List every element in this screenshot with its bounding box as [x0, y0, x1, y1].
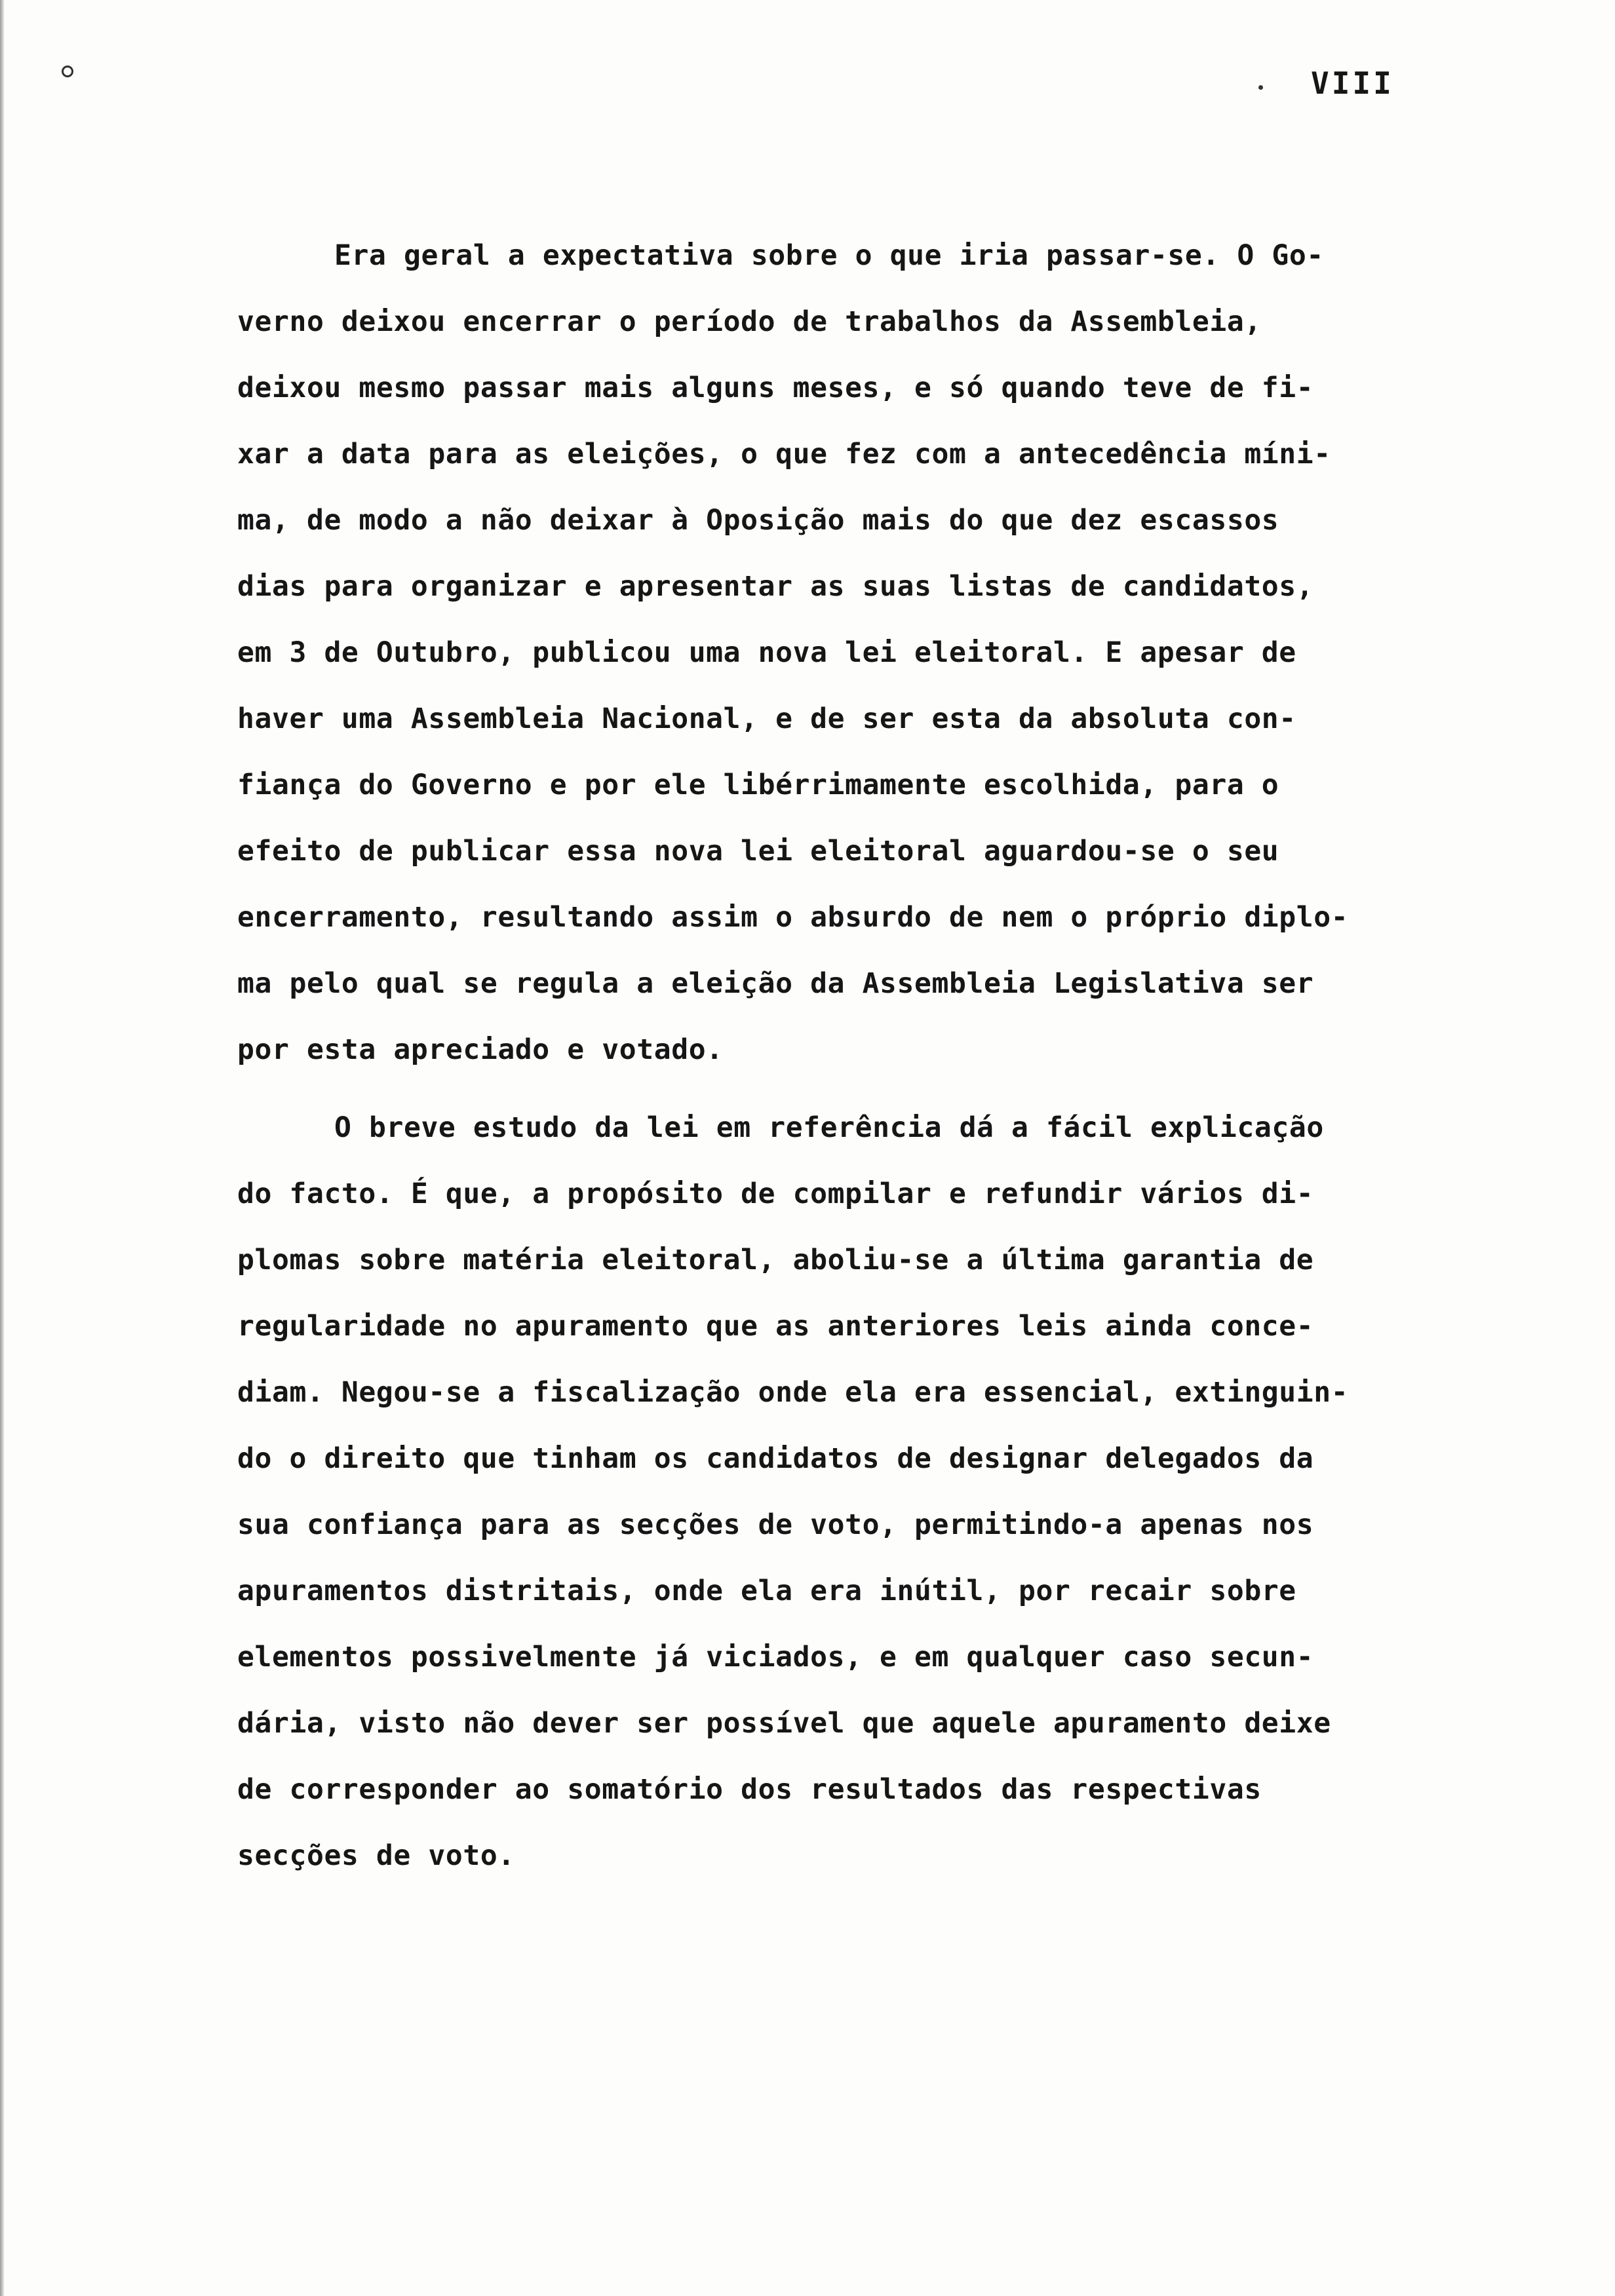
text-line: Era geral a expectativa sobre o que iria passar-se. O Go-: [334, 239, 1324, 272]
text-line: ma pelo qual se regula a eleição da Assembleia Legislativa ser: [237, 967, 1314, 1000]
text-line: dária, visto não dever ser possível que aquele apuramento deixe: [237, 1707, 1331, 1740]
body-text: [237, 223, 1522, 1889]
text-line: secções de voto.: [237, 1839, 515, 1872]
text-line: dias para organizar e apresentar as suas listas de candidatos,: [237, 570, 1314, 603]
text-line: do o direito que tinham os candidatos de designar delegados da: [237, 1442, 1314, 1475]
text-line: fiança do Governo e por ele libérrimamente escolhida, para o: [237, 769, 1279, 801]
text-line: apuramentos distritais, onde ela era inútil, por recair sobre: [237, 1575, 1296, 1607]
text-line: regularidade no apuramento que as anteriores leis ainda conce-: [237, 1310, 1314, 1343]
text-line: de corresponder ao somatório dos resultados das respectivas: [237, 1773, 1262, 1806]
text-line: plomas sobre matéria eleitoral, aboliu-se a última garantia de: [237, 1244, 1314, 1276]
paragraph-2: [237, 1095, 1522, 1889]
paragraph-gap: [237, 1083, 1522, 1095]
text-line: xar a data para as eleições, o que fez com a antecedência míni-: [237, 438, 1331, 470]
text-line: encerramento, resultando assim o absurdo de nem o próprio diplo-: [237, 901, 1349, 934]
text-line: haver uma Assembleia Nacional, e de ser esta da absoluta con-: [237, 702, 1296, 735]
text-line: em 3 de Outubro, publicou uma nova lei eleitoral. E apesar de: [237, 636, 1296, 669]
page-left-edge-shadow: [0, 0, 4, 2296]
paragraph-1: [237, 223, 1522, 1083]
text-line: O breve estudo da lei em referência dá a fácil explicação: [334, 1111, 1324, 1144]
text-line: do facto. É que, a propósito de compilar e refundir vários di-: [237, 1177, 1314, 1210]
text-line: sua confiança para as secções de voto, permitindo-a apenas nos: [237, 1508, 1314, 1541]
page-number-dot: [1258, 85, 1263, 90]
text-line: deixou mesmo passar mais alguns meses, e só quando teve de fi-: [237, 372, 1314, 404]
text-line: diam. Negou-se a fiscalização onde ela era essencial, extinguin-: [237, 1376, 1349, 1409]
text-line: ma, de modo a não deixar à Oposição mais do que dez escassos: [237, 504, 1279, 537]
text-line: efeito de publicar essa nova lei eleitoral aguardou-se o seu: [237, 835, 1279, 868]
text-line: elementos possivelmente já viciados, e em qualquer caso secun-: [237, 1641, 1314, 1674]
text-line: verno deixou encerrar o período de trabalhos da Assembleia,: [237, 305, 1262, 338]
page-number: VIII: [1311, 66, 1394, 101]
text-line: por esta apreciado e votado.: [237, 1033, 724, 1066]
punch-hole-mark: [62, 66, 73, 77]
